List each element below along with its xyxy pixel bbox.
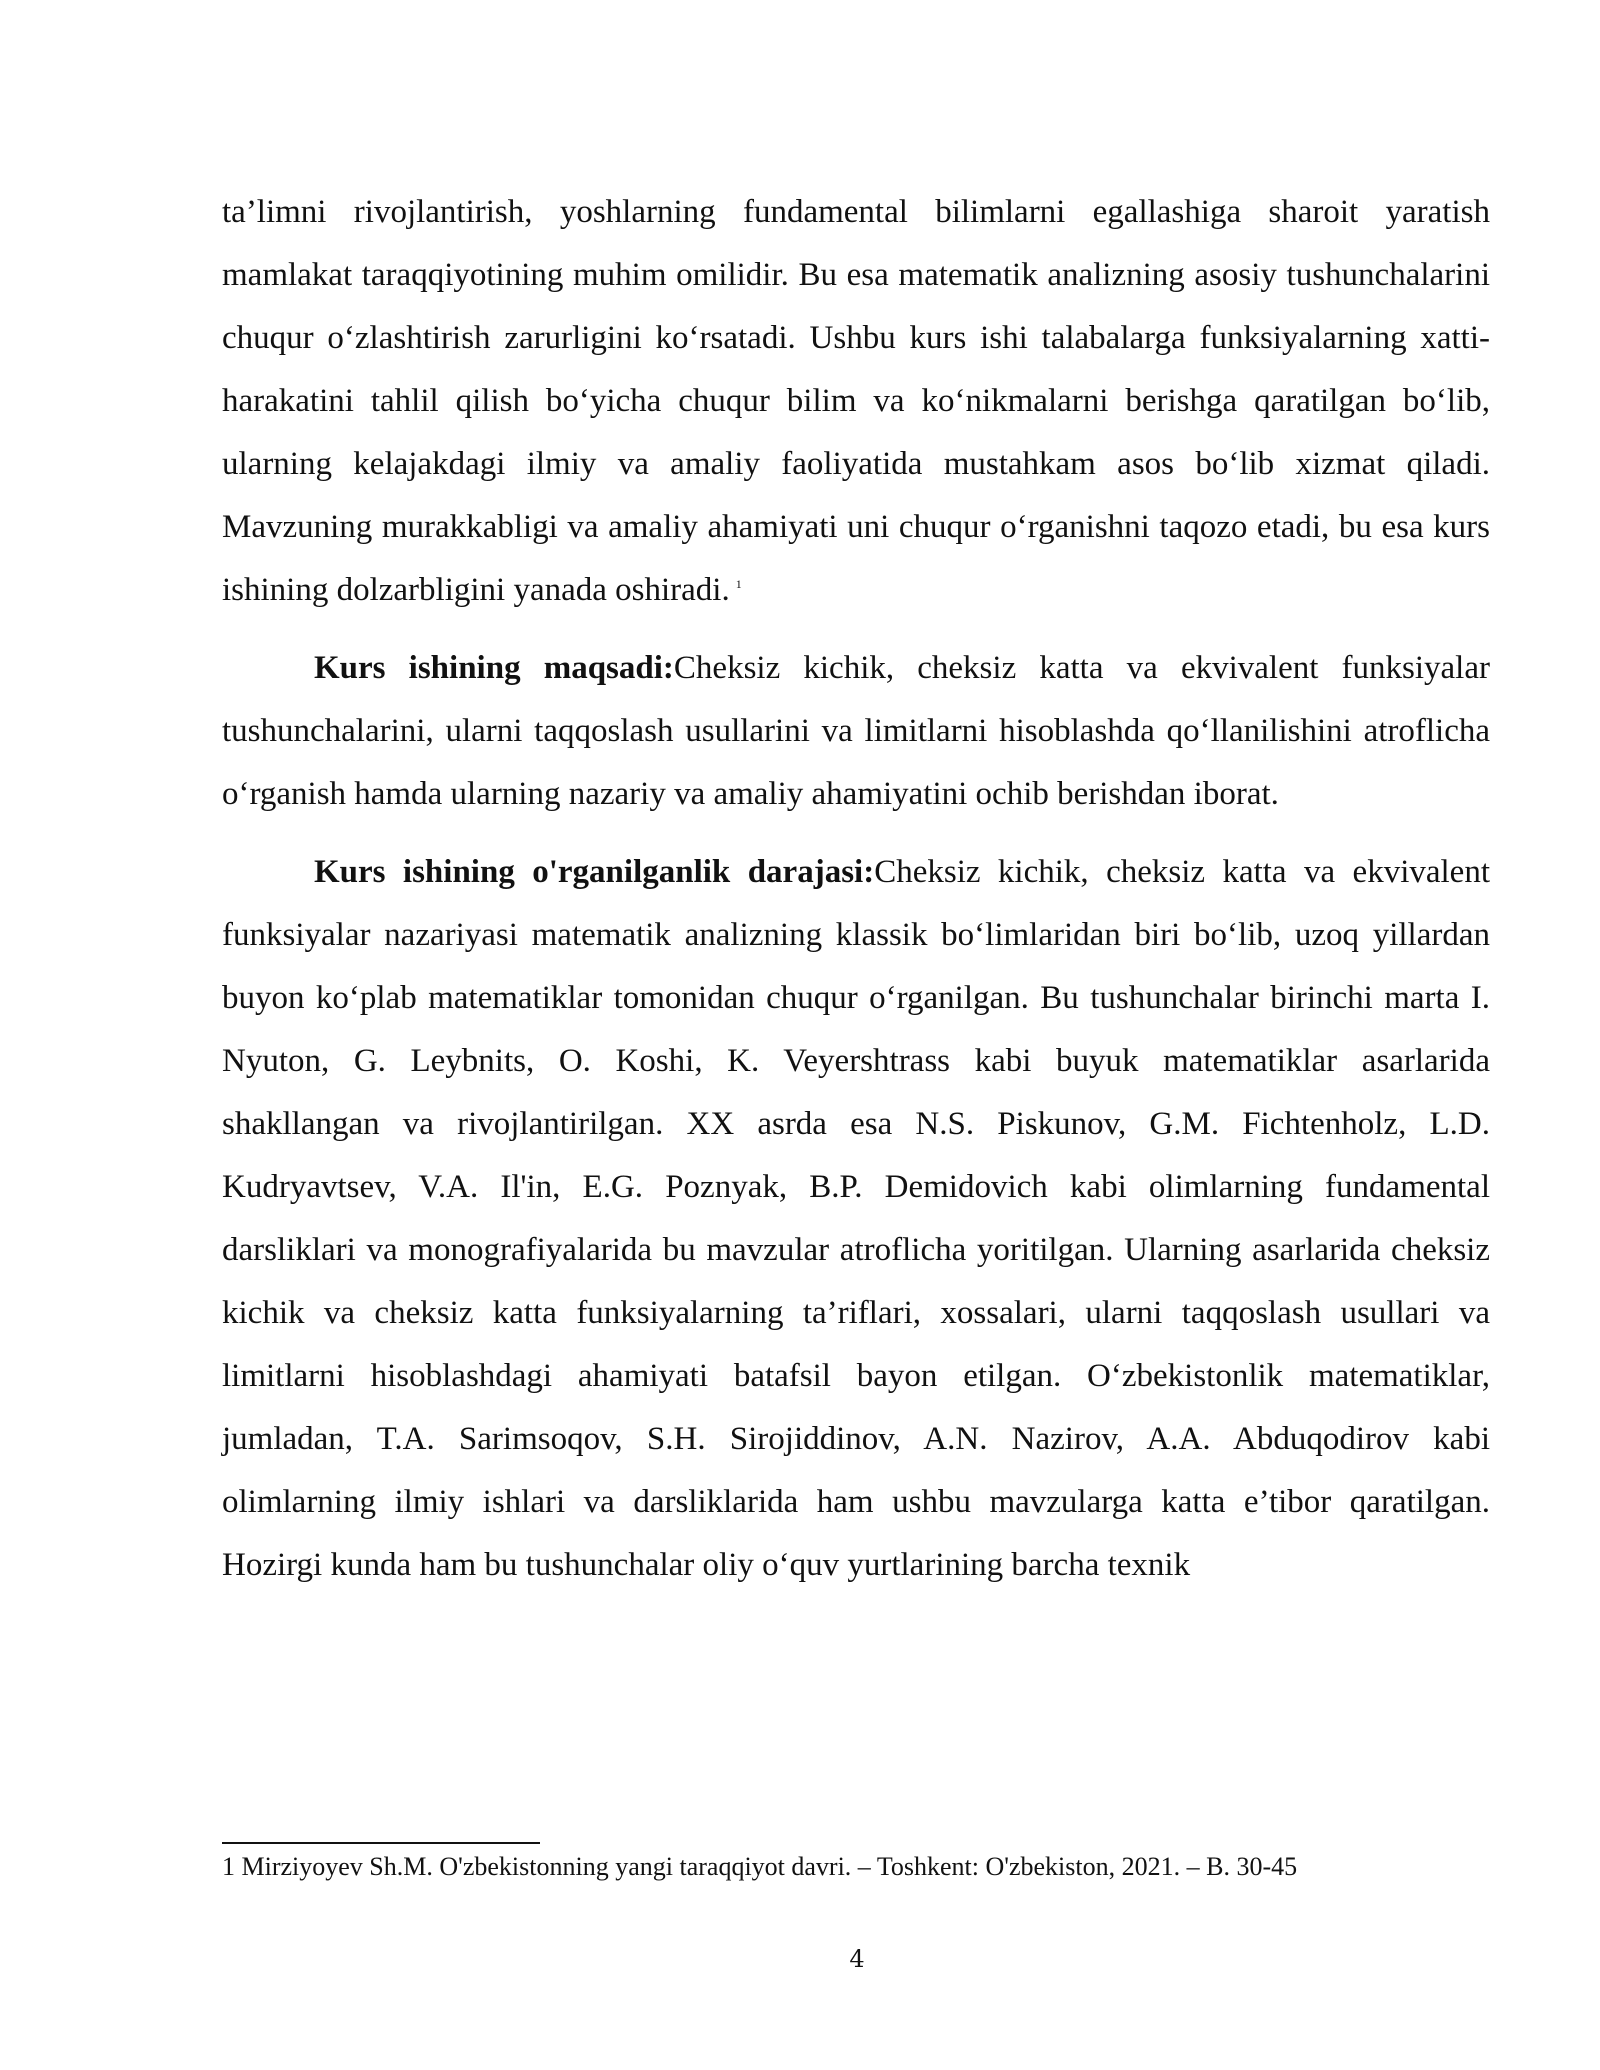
footnote: 1 Mirziyoyev Sh.M. O'zbekistonning yangi taraqqiyot davri. – Toshkent: O'zbekiston, 2021. – B. 30-45 [222, 1852, 1298, 1881]
page-number: 4 [849, 1945, 865, 1973]
footnote-separator [222, 1842, 540, 1844]
paragraph-study-level-text: Cheksiz kichik, cheksiz katta va ekvivalent funksiyalar nazariyasi matematik analizning klassik bo‘limlaridan biri bo‘lib, uzoq yillardan buyon ko‘plab matematiklar tomonidan chuqur o‘rganilgan. Bu tushunchalar birinchi marta I. Nyuton, G. Leybnits, O. Koshi, K. Veyershtrass kabi buyuk matematiklar asarlarida shakllangan va rivojlantirilgan. XX asrda esa N.S. Piskunov, G.M. Fichtenholz, L.D. Kudryavtsev, V.A. Il'in, E.G. Poznyak, B.P. Demidovich kabi olimlarning fundamental darsliklari va monografiyalarida bu mavzular atroflicha yoritilgan. Ularning asarlarida cheksiz kichik va cheksiz katta funksiyalarning ta’riflari, xossalari, ularni taqqoslash usullari va limitlarni hisoblashdagi ahamiyati batafsil bayon etilgan. O‘zbekistonlik matematiklar, jumladan, T.A. Sarimsoqov, S.H. Sirojiddinov, A.N. Nazirov, A.A. Abduqodirov kabi olimlarning ilmiy ishlari va darsliklarida ham ushbu mavzularga katta e’tibor qaratilgan. Hozirgi kunda ham bu tushunchalar oliy o‘quv yurtlarining barcha texnik [222, 854, 1490, 1583]
paragraph-goal-text: Cheksiz kichik, cheksiz katta va ekvivalent funksiyalar tushunchalarini, ularni taqqoslash usullarini va limitlarni hisoblashda qo‘llanilishini atroflicha o‘rganish hamda ularning nazariy va amaliy ahamiyatini ochib berishdan iborat. [222, 650, 1490, 812]
paragraph-goal [222, 637, 1490, 826]
paragraph-study-level-heading: Kurs ishining o'rganilganlik darajasi: [314, 854, 875, 890]
paragraph-relevance-text: ta’limni rivojlantirish, yoshlarning fundamental bilimlarni egallashiga sharoit yaratish mamlakat taraqqiyotining muhim omilidir. Bu esa matematik analizning asosiy tushunchalarini chuqur o‘zlashtirish zarurligini ko‘rsatadi. Ushbu kurs ishi talabalarga funksiyalarning xatti-harakatini tahlil qilish bo‘yicha chuqur bilim va ko‘nikmalarni berishga qaratilgan bo‘lib, ularning kelajakdagi ilmiy va amaliy faoliyatida mustahkam asos bo‘lib xizmat qiladi. Mavzuning murakkabligi va amaliy ahamiyati uni chuqur o‘rganishni taqozo etadi, bu esa kurs ishining dolzarbligini yanada oshiradi. [222, 194, 1490, 608]
paragraph-relevance [222, 181, 1490, 622]
footnote-reference-mark[interactable]: 1 [735, 577, 742, 591]
paragraph-study-level [222, 841, 1490, 1597]
body-text [222, 181, 1490, 1597]
paragraph-goal-heading: Kurs ishining maqsadi: [314, 650, 674, 686]
